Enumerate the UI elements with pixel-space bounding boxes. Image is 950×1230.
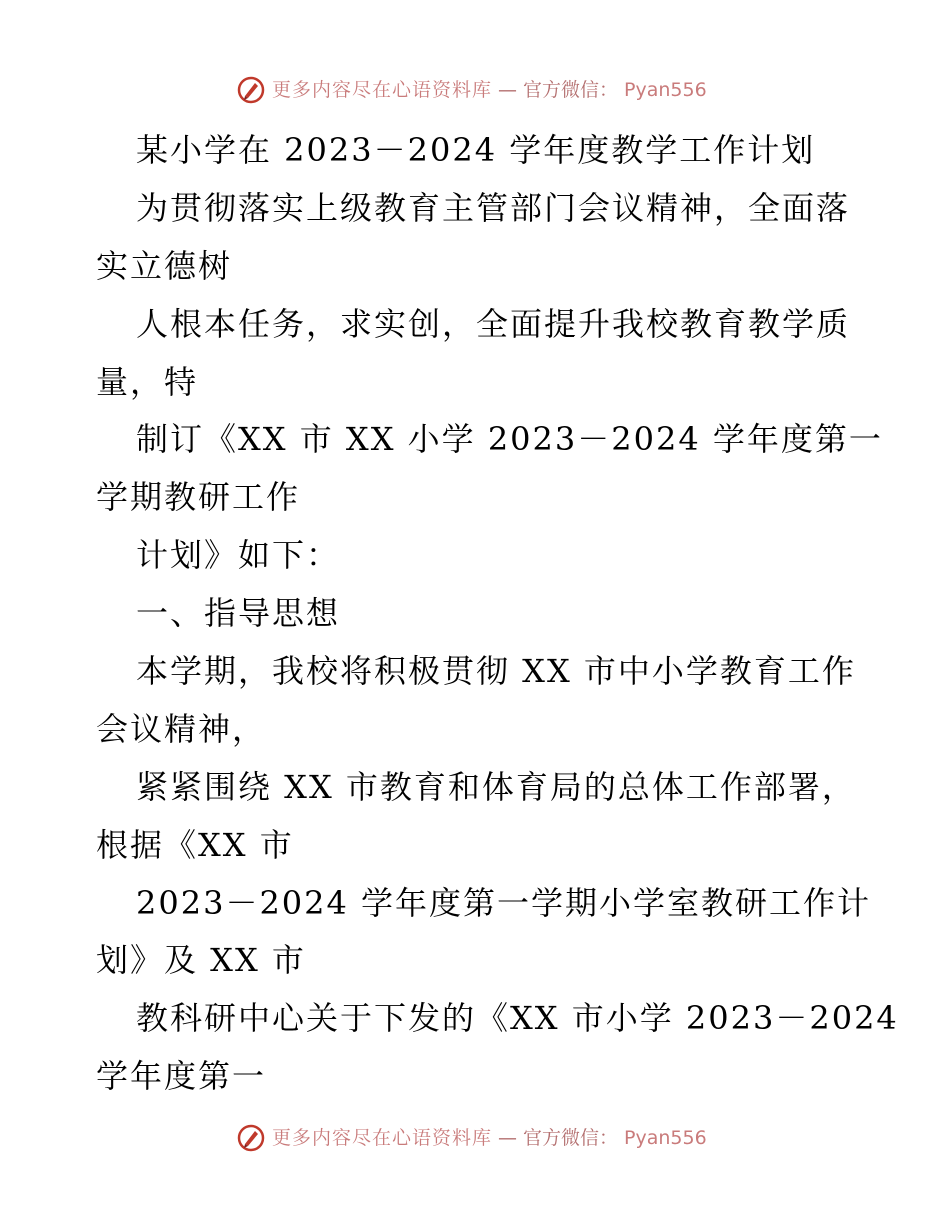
- watermark-main-text: 更多内容尽在心语资料库: [272, 78, 493, 101]
- watermark-wechat-label: 官方微信：: [523, 1126, 619, 1149]
- watermark-footer: [236, 1123, 707, 1153]
- text-line: 学期教研工作: [96, 478, 301, 517]
- pen-logo-icon: [236, 1123, 266, 1153]
- text-line: 会议精神，: [96, 709, 267, 748]
- text-line: 某小学在 2023－2024 学年度教学工作计划: [136, 131, 816, 169]
- watermark-separator: —: [498, 1126, 518, 1149]
- text-line: 划》及 XX 市: [96, 941, 306, 980]
- text-line: 根据《XX 市: [96, 825, 294, 864]
- watermark-wechat-label: 官方微信：: [523, 78, 619, 101]
- text-line: 人根本任务，求实创，全面提升我校教育教学质: [136, 304, 851, 343]
- text-line: 计划》如下：: [136, 536, 341, 575]
- text-line: 制订《XX 市 XX 小学 2023－2024 学年度第一: [136, 420, 883, 459]
- watermark-wechat-id: Pyan556: [624, 1126, 707, 1149]
- text-line: 2023－2024 学年度第一学期小学室教研工作计: [136, 883, 872, 922]
- watermark-main-text: 更多内容尽在心语资料库: [272, 1126, 493, 1149]
- document-body: [96, 122, 899, 1106]
- text-line: 本学期，我校将积极贯彻 XX 市中小学教育工作: [136, 652, 856, 691]
- watermark-header: [236, 75, 707, 105]
- text-line: 一、指导思想: [136, 594, 341, 633]
- pen-logo-icon: [236, 75, 266, 105]
- text-line: 紧紧围绕 XX 市教育和体育局的总体工作部署，: [136, 767, 856, 806]
- text-line: 学年度第一: [96, 1057, 267, 1096]
- watermark-wechat-id: Pyan556: [624, 78, 707, 101]
- text-line: 教科研中心关于下发的《XX 市小学 2023－2024: [136, 999, 899, 1038]
- text-line: 量，特: [96, 362, 199, 401]
- text-line: 为贯彻落实上级教育主管部门会议精神，全面落: [136, 188, 851, 227]
- watermark-separator: —: [498, 78, 518, 101]
- text-line: 实立德树: [96, 246, 233, 285]
